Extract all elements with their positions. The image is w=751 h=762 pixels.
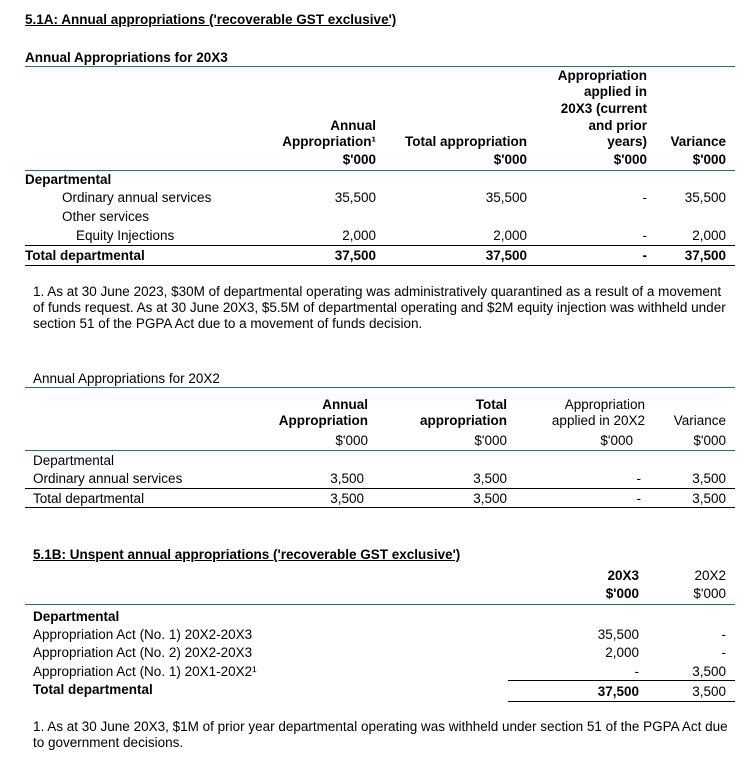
total-value: - (636, 491, 641, 506)
table-rule (25, 387, 735, 388)
total-value: 3,500 (330, 491, 364, 506)
header-total-appropriation: Total appropriation (405, 134, 527, 149)
row-label: Ordinary annual services (62, 190, 212, 205)
cell-value: 2,000 (342, 228, 376, 243)
cell-value: - (642, 228, 647, 243)
cell-value: 3,500 (692, 471, 726, 486)
cell-value: - (634, 664, 639, 679)
cell-value: - (721, 645, 726, 660)
header-unit: $'000 (693, 586, 726, 601)
total-label: Total departmental (25, 248, 145, 263)
cell-value: 35,500 (334, 190, 376, 205)
cell-value: - (636, 471, 641, 486)
footnote-5-1b: 1. As at 30 June 20X3, $1M of prior year departmental operating was withheld under section 51 of the PGPA Act due to government decisions. (33, 719, 728, 750)
header-applied-line5: years) (607, 134, 647, 149)
header-unit: $'000 (600, 433, 633, 448)
table-caption-20x3: Annual Appropriations for 20X3 (25, 50, 228, 65)
header-total-appropriation: appropriation (420, 413, 507, 428)
total-value: 3,500 (692, 491, 726, 506)
total-bottom-rule (25, 265, 735, 266)
cell-value: 3,500 (330, 471, 364, 486)
total-value: - (642, 248, 647, 263)
header-applied-line1: Appropriation (557, 68, 647, 83)
cell-value: 35,500 (597, 627, 639, 642)
header-appropriation: Appropriation (278, 413, 368, 428)
header-annual-appropriation-unit: $'000 (342, 152, 376, 167)
header-total-appropriation-unit: $'000 (493, 152, 527, 167)
table-rule (25, 604, 735, 605)
table-caption-20x2: Annual Appropriations for 20X2 (33, 371, 220, 386)
group-label-departmental: Departmental (33, 609, 120, 624)
total-value: 37,500 (597, 684, 639, 699)
cell-value: - (642, 190, 647, 205)
total-label: Total departmental (33, 491, 145, 506)
header-unit: $'000 (605, 586, 639, 601)
header-variance: Variance (670, 134, 726, 149)
table-rule (25, 450, 735, 451)
table-rule (25, 66, 735, 67)
header-unit: $'000 (335, 433, 368, 448)
header-applied-line4: and prior (588, 118, 647, 133)
header-applied-line3: 20X3 (current (560, 101, 647, 116)
footnote-1: 1. As at 30 June 2023, $30M of departmental operating was administratively quarantined as a result of a movement of funds request. As at 30 June 20X3, $5.5M of departmental operating and $2M equity injection was withheld under section 51 of the PGPA Act due to a movement of funds decision. (33, 284, 726, 331)
total-label: Total departmental (33, 682, 153, 697)
header-applied: Appropriation (564, 397, 645, 412)
header-applied-year: applied in 20X2 (551, 413, 645, 428)
cell-value: 2,000 (605, 645, 639, 660)
total-bottom-rule (508, 701, 735, 702)
total-value: 37,500 (334, 248, 376, 263)
cell-value: 3,500 (473, 471, 507, 486)
row-label: Appropriation Act (No. 2) 20X2-20X3 (33, 645, 253, 660)
cell-value: 35,500 (485, 190, 527, 205)
cell-value: 3,500 (692, 664, 726, 679)
row-label: Appropriation Act (No. 1) 20X1-20X2¹ (33, 664, 257, 679)
section-heading-5-1a: 5.1A: Annual appropriations ('recoverable GST exclusive') (25, 12, 397, 27)
total-value: 3,500 (473, 491, 507, 506)
header-variance: Variance (673, 413, 726, 428)
total-rule (508, 680, 735, 681)
header-applied-unit: $'000 (613, 152, 647, 167)
row-label: Other services (62, 209, 150, 224)
table-rule (25, 170, 735, 171)
header-unit: $'000 (693, 433, 726, 448)
row-label: Appropriation Act (No. 1) 20X2-20X3 (33, 627, 253, 642)
group-label-departmental: Departmental (25, 172, 112, 187)
cell-value: - (721, 627, 726, 642)
header-annual-appropriation-line1: Annual (330, 118, 376, 133)
total-bottom-rule (25, 507, 735, 508)
section-heading-5-1b: 5.1B: Unspent annual appropriations ('recoverable GST exclusive') (33, 547, 461, 562)
header-applied-line2: applied in (583, 84, 647, 99)
cell-value: 2,000 (692, 228, 726, 243)
header-annual-appropriation-line2: Appropriation¹ (282, 134, 376, 149)
total-value: 37,500 (485, 248, 527, 263)
row-label: Equity Injections (76, 228, 175, 243)
row-label: Ordinary annual services (33, 471, 183, 486)
group-label-departmental: Departmental (33, 453, 115, 468)
total-rule (25, 245, 735, 246)
cell-value: 2,000 (493, 228, 527, 243)
total-rule (25, 488, 735, 489)
header-20x3: 20X3 (607, 568, 639, 583)
total-value: 3,500 (692, 684, 726, 699)
header-unit: $'000 (474, 433, 507, 448)
header-total: Total (475, 397, 507, 412)
header-variance-unit: $'000 (692, 152, 726, 167)
header-annual: Annual (322, 397, 368, 412)
cell-value: 35,500 (684, 190, 726, 205)
total-value: 37,500 (684, 248, 726, 263)
header-20x2: 20X2 (694, 568, 726, 583)
